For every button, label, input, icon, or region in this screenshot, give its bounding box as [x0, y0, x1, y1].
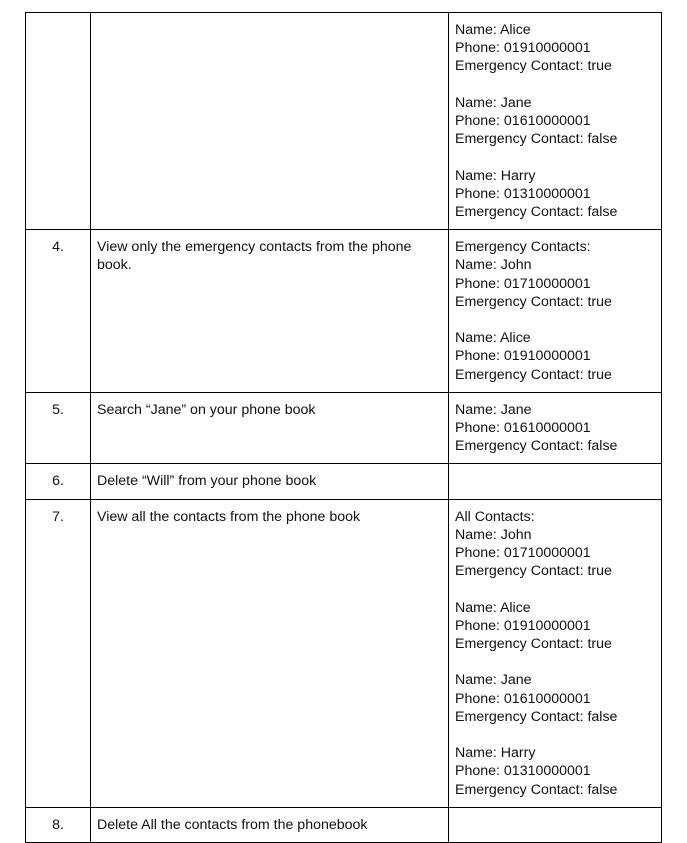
step-description: Delete “Will” from your phone book	[97, 473, 317, 490]
table-row	[26, 13, 662, 230]
output-line: Phone: 01310000001	[455, 185, 591, 202]
output-line: Emergency Contact: true	[455, 563, 612, 580]
output-line: Name: Alice	[455, 330, 531, 347]
output-line: Name: Jane	[455, 672, 532, 689]
output-line: Name: Jane	[455, 94, 532, 111]
step-description: View all the contacts from the phone book	[97, 508, 361, 525]
output-spacer	[455, 76, 655, 94]
output-line: Phone: 01310000001	[455, 763, 591, 780]
expected-output-cell	[449, 13, 662, 230]
output-line: Emergency Contact: false	[455, 438, 618, 455]
expected-output-cell	[449, 499, 662, 807]
test-case-rows	[26, 13, 662, 843]
output-line: Phone: 01610000001	[455, 113, 591, 129]
step-number: 8.	[52, 816, 64, 833]
output-line: Name: Alice	[455, 599, 531, 616]
output-line: Emergency Contact: true	[455, 293, 612, 310]
step-number: 4.	[52, 239, 64, 256]
step-description-cell	[91, 464, 449, 499]
step-number-cell	[26, 499, 91, 807]
output-line: Name: Jane	[455, 401, 532, 418]
output-line: Emergency Contact: true	[455, 58, 612, 75]
output-line: Phone: 01910000001	[455, 617, 591, 634]
table-row	[26, 230, 662, 393]
step-description-cell	[91, 499, 449, 807]
output-line: Phone: 01710000001	[455, 275, 591, 292]
output-line: Phone: 01610000001	[455, 420, 591, 437]
step-number-cell	[26, 464, 91, 499]
output-line: All Contacts:	[455, 508, 535, 525]
table-row	[26, 807, 662, 842]
output-line: Name: Harry	[455, 745, 536, 762]
output-line: Emergency Contact: true	[455, 366, 612, 383]
step-number: 6.	[52, 473, 64, 490]
output-line: Emergency Contact: false	[455, 781, 618, 798]
step-description: View only the emergency contacts from the phone book.	[97, 239, 412, 274]
output-line: Phone: 01910000001	[455, 348, 591, 365]
output-line: Emergency Contacts:	[455, 239, 591, 256]
step-description: Search “Jane” on your phone book	[97, 401, 316, 418]
step-description-cell	[91, 230, 449, 393]
expected-output-cell	[449, 807, 662, 842]
step-number-cell	[26, 230, 91, 393]
step-number: 5.	[52, 401, 64, 418]
output-line: Name: Alice	[455, 22, 531, 38]
output-line: Emergency Contact: false	[455, 131, 618, 148]
step-number-cell	[26, 13, 91, 230]
output-spacer	[455, 580, 655, 598]
output-line: Phone: 01610000001	[455, 690, 591, 707]
table-row	[26, 499, 662, 807]
step-number-cell	[26, 807, 91, 842]
expected-output-cell	[449, 464, 662, 499]
output-line: Phone: 01710000001	[455, 545, 591, 562]
table-row	[26, 392, 662, 464]
test-case-table	[25, 12, 662, 843]
output-line: Name: John	[455, 257, 532, 274]
step-description-cell	[91, 13, 449, 230]
step-description: Delete All the contacts from the phonebook	[97, 816, 368, 833]
output-line: Emergency Contact: false	[455, 204, 618, 220]
step-description-cell	[91, 807, 449, 842]
output-line: Name: Harry	[455, 167, 536, 184]
expected-output-cell	[449, 230, 662, 393]
output-spacer	[455, 148, 655, 166]
step-number: 7.	[52, 508, 64, 525]
output-line: Name: John	[455, 526, 532, 543]
output-line: Emergency Contact: true	[455, 636, 612, 653]
output-spacer	[455, 311, 655, 329]
output-spacer	[455, 726, 655, 744]
step-description-cell	[91, 392, 449, 464]
output-line: Emergency Contact: false	[455, 708, 618, 725]
output-line: Phone: 01910000001	[455, 40, 591, 57]
step-number-cell	[26, 392, 91, 464]
expected-output-cell	[449, 392, 662, 464]
output-spacer	[455, 653, 655, 671]
table-row	[26, 464, 662, 499]
